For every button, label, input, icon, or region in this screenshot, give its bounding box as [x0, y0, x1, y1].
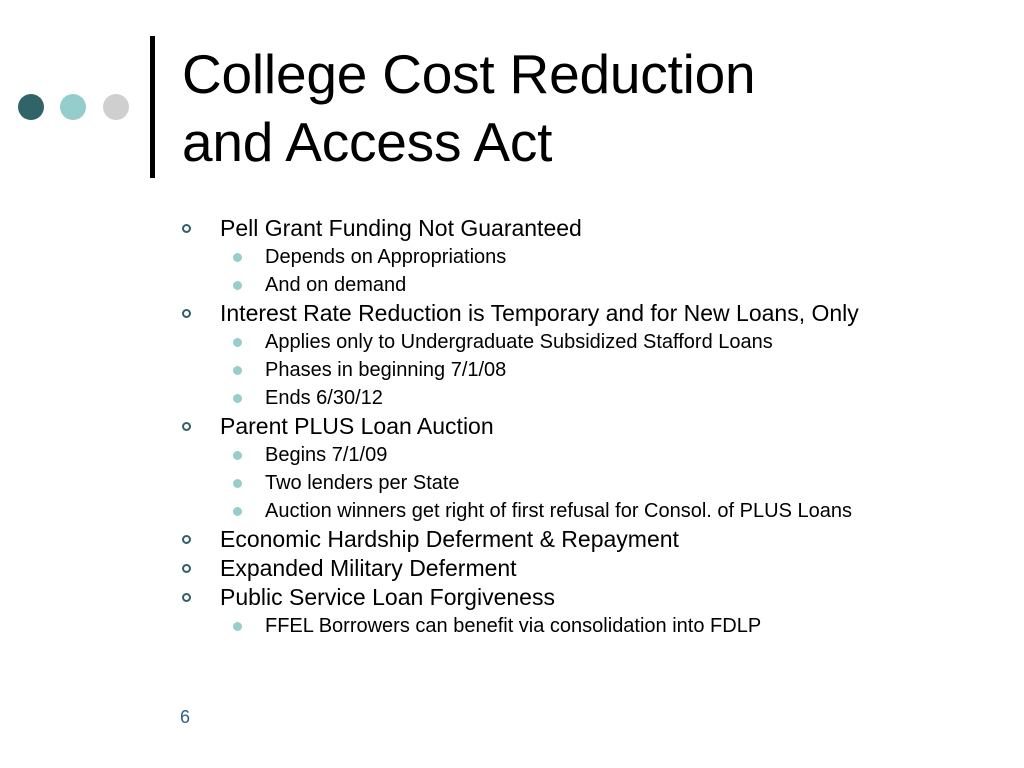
bullet-text: Public Service Loan Forgiveness: [220, 584, 555, 610]
sub-bullet-item: [182, 384, 1002, 412]
disc-bullet-icon: [233, 622, 242, 631]
bullet-item: [182, 412, 1002, 441]
bullet-text: Parent PLUS Loan Auction: [220, 413, 494, 439]
decorative-dot-mid: [60, 94, 86, 120]
bullet-item: [182, 214, 1002, 243]
disc-bullet-icon: [233, 253, 242, 262]
ring-bullet-icon: [182, 535, 191, 544]
ring-bullet-icon: [182, 422, 191, 431]
sub-bullet-text: Applies only to Undergraduate Subsidized Stafford Loans: [265, 331, 773, 353]
ring-bullet-icon: [182, 224, 191, 233]
title-divider: [150, 36, 155, 178]
sub-bullet-text: Two lenders per State: [265, 472, 460, 494]
disc-bullet-icon: [233, 281, 242, 290]
sub-bullet-text: Phases in beginning 7/1/08: [265, 359, 507, 381]
disc-bullet-icon: [233, 479, 242, 488]
sub-bullet-item: [182, 328, 1002, 356]
disc-bullet-icon: [233, 451, 242, 460]
disc-bullet-icon: [233, 394, 242, 403]
ring-bullet-icon: [182, 593, 191, 602]
bullet-text: Interest Rate Reduction is Temporary and for New Loans, Only: [220, 300, 859, 326]
sub-bullet-item: [182, 469, 1002, 497]
disc-bullet-icon: [233, 507, 242, 516]
sub-bullet-text: Ends 6/30/12: [265, 387, 383, 409]
bullet-text: Economic Hardship Deferment & Repayment: [220, 526, 679, 552]
sub-bullet-text: Depends on Appropriations: [265, 246, 507, 268]
ring-bullet-icon: [182, 564, 191, 573]
sub-bullet-item: [182, 612, 1002, 640]
bullet-item: [182, 554, 1002, 583]
sub-bullet-item: [182, 271, 1002, 299]
sub-bullet-item: [182, 243, 1002, 271]
sub-bullet-item: [182, 356, 1002, 384]
decorative-dot-light: [103, 94, 129, 120]
disc-bullet-icon: [233, 338, 242, 347]
sub-bullet-text: Auction winners get right of first refusal for Consol. of PLUS Loans: [265, 500, 852, 522]
bullet-item: [182, 299, 1002, 328]
slide-title-line-1: College Cost Reduction: [182, 43, 756, 105]
sub-bullet-text: Begins 7/1/09: [265, 444, 388, 466]
decorative-dot-dark: [18, 94, 44, 120]
bullet-text: Pell Grant Funding Not Guaranteed: [220, 215, 582, 241]
bullet-item: [182, 525, 1002, 554]
bullet-list: [182, 214, 1002, 640]
sub-bullet-item: [182, 441, 1002, 469]
disc-bullet-icon: [233, 366, 242, 375]
page-number: 6: [180, 707, 191, 727]
sub-bullet-text: And on demand: [265, 274, 407, 296]
bullet-item: [182, 583, 1002, 612]
slide-title-line-2: and Access Act: [182, 111, 553, 173]
bullet-text: Expanded Military Deferment: [220, 555, 517, 581]
sub-bullet-item: [182, 497, 1002, 525]
sub-bullet-text: FFEL Borrowers can benefit via consolidation into FDLP: [265, 615, 762, 637]
slide-title: [182, 40, 755, 176]
ring-bullet-icon: [182, 309, 191, 318]
